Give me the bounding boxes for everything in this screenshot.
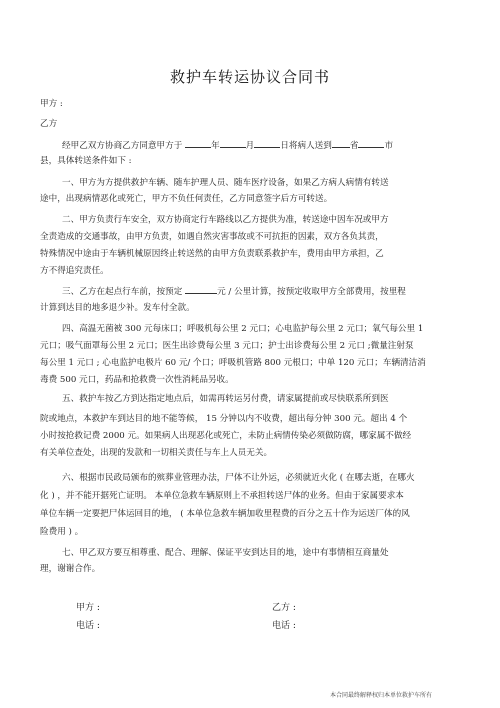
clause-6-line-4: 险费用 ) 。: [40, 527, 84, 537]
blank-month[interactable]: [220, 138, 246, 148]
blank-province[interactable]: [332, 138, 350, 148]
document-title: 救护车转运协议合同书: [169, 68, 330, 86]
clause-1-line-1: 一、甲方为方提供救护车辆、随车护理人员、随车医疗设备，如果乙方病人病情有转送: [62, 178, 389, 188]
clause-5-line-2: 院或地点，本救护车到达目的地不能等候， 15 分钟以内不收费，超出每分钟 300 元。超出 4 个: [40, 414, 408, 424]
blank-year[interactable]: [185, 138, 211, 148]
party-b-label: 乙方: [40, 119, 58, 129]
blank-city[interactable]: [358, 138, 384, 148]
clause-4-line-4: 毒费 500 元口，药品和抢救费一次性消耗品另收。: [40, 375, 234, 385]
blank-price-per-km[interactable]: [185, 284, 217, 294]
intro-line-1: 经甲乙双方协商乙方同意甲方于 年 月 日将病人送到 省 市: [62, 138, 393, 152]
clause-2-line-2: 全责造成的交通事故，由甲方负责，如遇自然灾害事故或不可抗拒的因素，双方各负其责，: [40, 232, 384, 242]
clause-2-line-4: 方不得追究责任。: [40, 266, 109, 276]
clause-5-line-3: 小时按抢救记费 2000 元。如果病人出现恶化或死亡，未防止病情传染必须做防腐，哪家属不做经: [40, 431, 412, 441]
phone-party-b: 电话 :: [272, 621, 296, 631]
clause-3-line-1: 三、乙方在起点行车前，按预定 元 / 公里计算，按预定收取甲方全部费用，按里程: [62, 284, 406, 298]
footer-note: 本合同最终解释权归本单位救护车所有: [330, 692, 433, 699]
clause-6-line-2: 化 ) ，并不能开据死亡证明。 本单位急救车辆原则上不承担转送尸体的业务。但由于家属要求本: [40, 491, 404, 501]
clause-4-line-3: 每公里 1 元口 ; 心电监护电极片 60 元/ 个口；呼吸机管路 800 元根口；中单 120 元口；车辆清洁消: [40, 358, 426, 368]
clause-6-line-3: 单位车辆一定要把尸体运回目的地， ( 本单位急救车辆加收里程费的百分之五十作为运送厂体的风: [40, 509, 410, 519]
clause-4-line-2: 元口；吸气面罩每公里 2 元口；医生出诊费每公里 3 元口；护士出诊费每公里 2 元口 ;微量注射泵: [40, 341, 414, 351]
clause-1-line-2: 途中，出现病情恶化或死亡，甲方不负任何责任，乙方同意签字后方可转送。: [40, 194, 333, 204]
signature-party-a: 甲方 :: [76, 603, 100, 613]
clause-5-line-4: 有关单位查处，出现的发款和一切相关责任与车上人员无关。: [40, 448, 273, 458]
clause-5-line-1: 五、救护车按乙方到达指定地点后，如需再转运另付费，请家属提前或尽快联系所到医: [62, 394, 389, 404]
party-a-label: 甲方 :: [40, 99, 63, 109]
clause-4-line-1: 四、高温无菌被 300 元每床口；呼吸机每公里 2 元口；心电监护每公里 2 元口；氧气每公里 1: [62, 324, 424, 334]
signature-party-b: 乙方 :: [272, 603, 296, 613]
intro-line-2: 县，具体转送条件如下 :: [40, 156, 132, 166]
clause-7-line-1: 七、甲乙双方要互相尊重、配合、理解、保证平安到达目的地，途中有事情相互商量处: [62, 548, 389, 558]
phone-party-a: 电话 :: [76, 621, 100, 631]
blank-day[interactable]: [254, 138, 280, 148]
clause-2-line-1: 二、甲方负责行车安全，双方协商定行车路线以乙方提供为准，转送途中因车况或甲方: [62, 215, 389, 225]
clause-3-line-2: 计算到达目的地多退少补。发车付全款。: [40, 303, 195, 313]
clause-2-line-3: 特殊情况中途由于车辆机械原因终止转送然的由甲方负责联系救护车，费用由甲方承担，乙: [40, 249, 384, 259]
clause-7-line-2: 理，谢谢合作。: [40, 564, 101, 574]
clause-6-line-1: 六、根据市民政局颁布的殡葬业管理办法，尸体不让外运，必须就近火化 ( 在哪去逝，在哪火: [62, 473, 415, 483]
